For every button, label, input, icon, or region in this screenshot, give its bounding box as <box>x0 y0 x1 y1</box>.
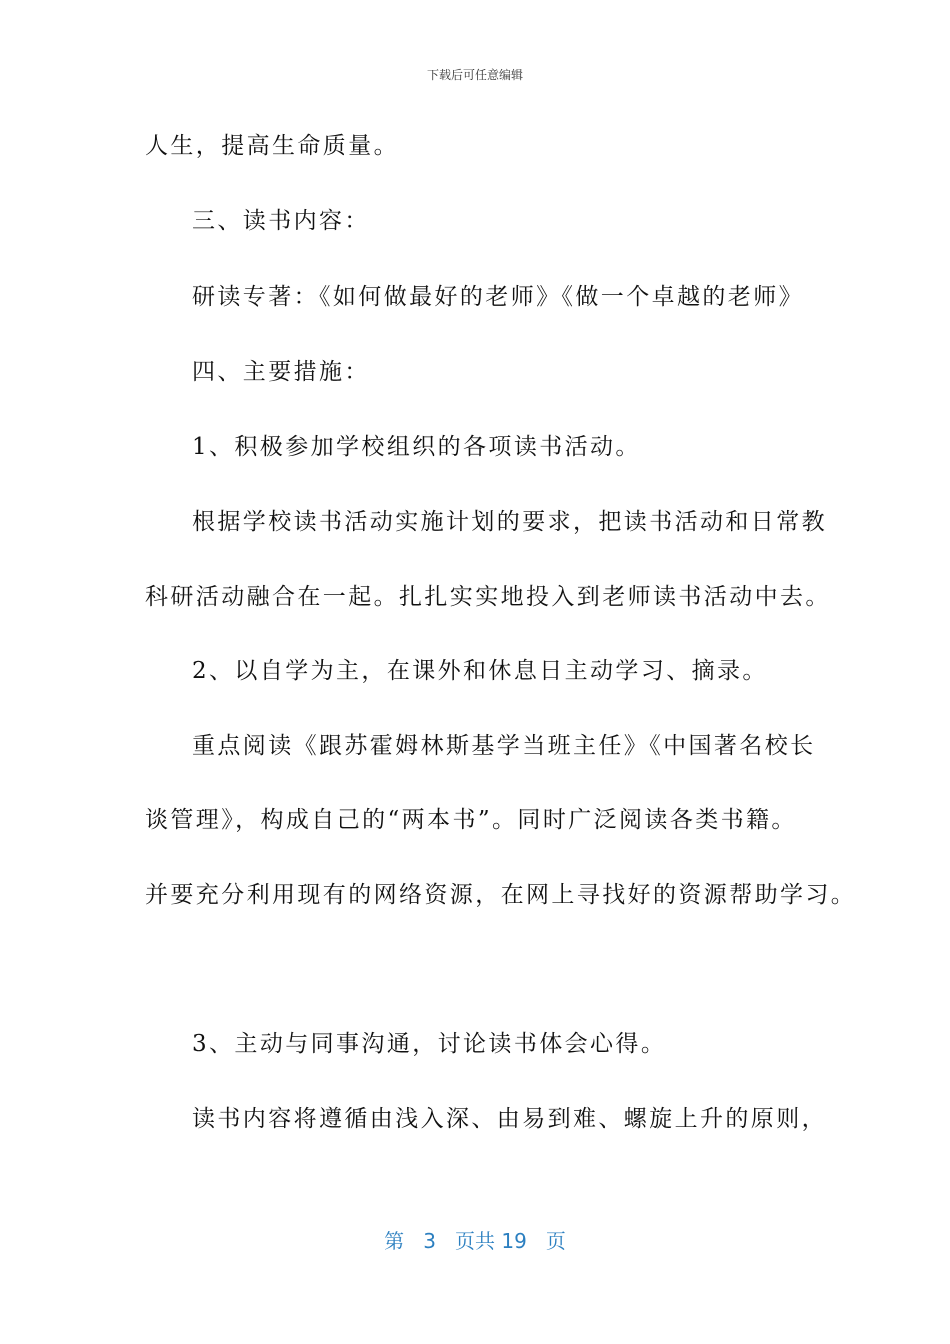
body-line-9: 重点阅读《跟苏霍姆林斯基学当班主任》《中国著名校长 <box>192 733 816 759</box>
list-item-2: 2、以自学为主，在课外和休息日主动学习、摘录。 <box>192 658 768 684</box>
section-heading-measures: 四、主要措施： <box>192 359 370 385</box>
section-heading-reading-content: 三、读书内容： <box>192 208 370 234</box>
list-item-1: 1、积极参加学校组织的各项读书活动。 <box>192 434 641 460</box>
list-item-3: 3、主动与同事沟通，讨论读书体会心得。 <box>192 1031 667 1057</box>
body-line-10: 谈管理》，构成自己的“两本书”。同时广泛阅读各类书籍。 <box>145 807 797 833</box>
body-line-7: 科研活动融合在一起。扎扎实实地投入到老师读书活动中去。 <box>145 584 831 610</box>
page-number-footer <box>0 1225 950 1254</box>
body-line-3: 研读专著：《如何做最好的老师》《做一个卓越的老师》 <box>192 284 804 310</box>
current-page-number: 3 <box>423 1229 436 1253</box>
body-line-11: 并要充分利用现有的网络资源，在网上寻找好的资源帮助学习。 <box>145 882 857 908</box>
page-label-mid: 页共 <box>455 1229 495 1253</box>
body-line-6: 根据学校读书活动实施计划的要求，把读书活动和日常教 <box>192 509 827 535</box>
page-header: 下载后可任意编辑 <box>426 68 523 82</box>
page-label-suffix: 页 <box>545 1229 566 1253</box>
body-line-1: 人生，提高生命质量。 <box>145 133 399 159</box>
body-line-13: 读书内容将遵循由浅入深、由易到难、螺旋上升的原则， <box>192 1106 827 1132</box>
page-label-prefix: 第 <box>384 1229 405 1253</box>
total-pages-number: 19 <box>501 1229 527 1253</box>
